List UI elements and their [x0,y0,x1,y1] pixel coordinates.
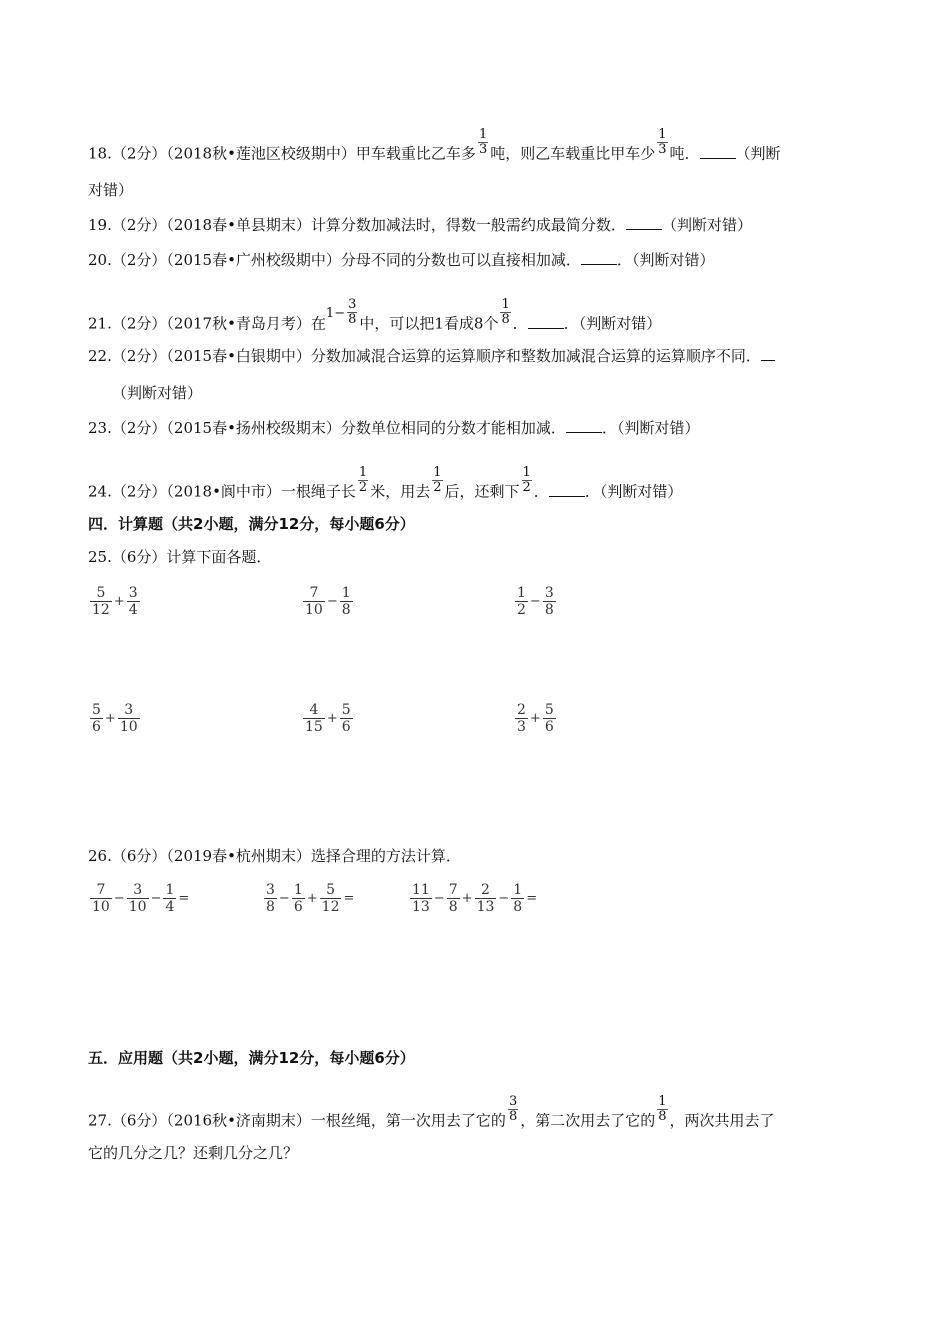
q23-text: 23.（2分）（2015春•扬州校级期末）分数单位相同的分数才能相加减． [88,419,566,437]
question-22 [88,346,775,366]
q24-text-b: 后，还剩下 [444,482,520,501]
q27-text-mid: ，第二次用去了它的 [520,1111,656,1130]
fraction: $\frac{3}{8}$ [508,1094,518,1124]
q26-expr-1: $\frac{7}{10}$ − $\frac{3}{10}$ − $\frac{1}{4}$ = [92,882,190,915]
question-24 [88,465,683,507]
q21-suffix: ． [512,314,528,333]
fraction: $\frac{1}{2}$ [433,465,442,495]
q18-continuation: 对错） [88,181,134,199]
fraction: $\frac{1}{2}$ [522,465,531,495]
q21-tail: ．（判断对错） [563,314,662,333]
q21-text-mid: 中，可以把1看成8个 [359,314,499,333]
q27-suffix: ，两次共用去了 [669,1111,775,1130]
q25-expr-1: $\frac{5}{12}$ + $\frac{3}{4}$ [92,585,138,618]
q24-tail: ．（判断对错） [584,482,683,501]
question-18 [88,127,781,169]
fraction: $\frac{1}{8}$ [501,297,510,327]
q18-tail: （判断 [735,144,781,163]
q27-continuation: 它的几分之几？还剩几分之几？ [88,1144,299,1162]
q26-expr-2: $\frac{3}{8}$ − $\frac{1}{6}$ + $\frac{5}{12}$ = [266,882,355,915]
q22-text: 22.（2分）（2015春•白银期中）分数加减混合运算的运算顺序和整数加减混合运算的运算顺序不同． [88,347,761,365]
section-5-title: 五．应用题（共2小题，满分12分，每小题6分） [88,1049,415,1067]
q24-suffix: ． [533,482,549,501]
question-21 [88,297,662,339]
answer-blank[interactable] [566,418,602,433]
fraction: $\frac{3}{8}$ [348,297,357,327]
q19-tail: （判断对错） [661,216,752,234]
answer-blank[interactable] [700,144,736,159]
question-26: 26.（6分）（2019春•杭州期末）选择合理的方法计算． [88,847,461,865]
q25-expr-6: $\frac{2}{3}$ + $\frac{5}{6}$ [517,702,554,735]
question-19 [88,215,752,235]
q21-text: 21.（2分）（2017秋•青岛月考）在 [88,314,326,333]
answer-blank[interactable] [549,482,585,497]
answer-blank[interactable] [626,215,662,230]
fraction: $\frac{1}{3}$ [658,127,667,157]
q20-text: 20.（2分）（2015春•广州校级期中）分母不同的分数也可以直接相加减． [88,251,581,269]
q20-tail: ．（判断对错） [616,251,715,269]
fraction: $\frac{1}{3}$ [478,127,488,157]
q18-text-mid: 吨，则乙车载重比甲车少 [490,144,656,163]
q23-tail: ．（判断对错） [601,419,700,437]
q24-text: 24.（2分）（2018•阆中市）一根绳子长 [88,482,356,501]
fraction: $\frac{1}{8}$ [658,1094,667,1124]
q25-expr-5: $\frac{4}{15}$ + $\frac{5}{6}$ [305,702,351,735]
question-27 [88,1094,775,1136]
section-4-title: 四．计算题（共2小题，满分12分，每小题6分） [88,515,415,533]
q22-continuation: （判断对错） [112,384,203,402]
question-23 [88,418,699,438]
answer-blank[interactable] [528,314,564,329]
q25-expr-2: $\frac{7}{10}$ − $\frac{1}{8}$ [305,585,351,618]
fraction: $\frac{1}{2}$ [358,465,368,495]
q25-expr-3: $\frac{1}{2}$ − $\frac{3}{8}$ [517,585,554,618]
q24-text-a: 米，用去 [370,482,431,501]
q26-expr-3: $\frac{11}{13}$ − $\frac{7}{8}$ + $\frac{2}{13}$ − $\frac{1}{8}$ = [412,882,538,915]
answer-blank[interactable] [761,346,775,361]
question-20 [88,250,714,270]
q27-text: 27.（6分）（2016秋•济南期末）一根丝绳，第一次用去了它的 [88,1111,506,1130]
q18-text-suffix: 吨． [669,144,700,163]
q21-op: − [334,305,346,321]
q25-expr-4: $\frac{5}{6}$ + $\frac{3}{10}$ [92,702,138,735]
question-25: 25.（6分）计算下面各题． [88,548,272,566]
answer-blank[interactable] [581,250,617,265]
q18-text: 18.（2分）（2018秋•莲池区校级期中）甲车载重比乙车多 [88,144,476,163]
q19-text: 19.（2分）（2018春•单县期末）计算分数加减法时，得数一般需约成最简分数． [88,216,626,234]
q21-whole: 1 [325,305,335,321]
